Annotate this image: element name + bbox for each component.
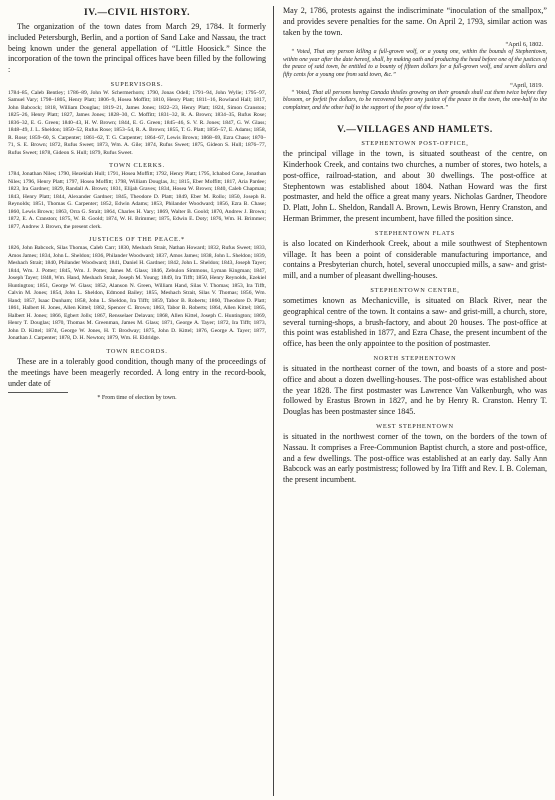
justices-heading: JUSTICES OF THE PEACE.* bbox=[89, 236, 185, 244]
town-records-text: These are in a tolerably good condition, though many of the proceedings of the meetings have been meagerly recorded. A long entry in the record-book, under date of bbox=[8, 356, 266, 388]
stephentown-flats-heading: STEPHENTOWN FLATS bbox=[374, 229, 456, 237]
stephentown-post-office-heading: STEPHENTOWN POST-OFFICE, bbox=[361, 140, 469, 148]
wolf-bounty-resolution: “ Voted, That any person killing a full-grown wolf, or a young one, within the bounds of Stephentown, within one year after the date hereof, shall, by making oath and producing the head before one of the justices of the peace of said town, be entitled to a bounty of fifteen dollars for a full-grown wolf, and seven dollars and fifty cents for a young one from said town, &c.” bbox=[283, 49, 547, 78]
town-clerks-heading: TOWN CLERKS. bbox=[109, 162, 165, 170]
footnote-divider bbox=[8, 392, 68, 393]
west-stephentown-text: is situated in the northwest corner of the town, on the borders of the town of Nassau. It comprises a Free-Communion Baptist church, a store and post-office, and a few dwellings. The post-office was established at an early day. Sally Ann Babcock was an early postmistress; followed by Ira Tifft and Rev. I. B. Coleman, the present incumbent. bbox=[283, 431, 547, 485]
right-column bbox=[283, 6, 547, 800]
supervisors-list: 1784–85, Caleb Bentley; 1786–89, John W. Schermerhorn; 1790, Jonas Odell; 1791–94, John Wylie; 1795–97, Samuel Vary; 1798–1805, Henry Platt; 1806–9, Hosea Moffitt; 1810, Henry Platt; 1811–16, Rowland Hall; 1817, John Babcock; 1818, William Douglas; 1819–21, James Jones; 1822–23, Henry Platt; 1824, Simon Cranston; 1825–26, Henry Platt; 1827, James Jones; 1828–30, C. Moffitt; 1831–32, R. A. Brown; 1834–35, Rufus Rose; 1836–32, E. G. Green; 1840–43, H. W. Brown; 1844, E. G. Green; 1845–46, S. V. R. Jones; 1847, G. W. Glass; 1848–49, J. L. Sheldon; 1850–52, Rufus Rose; 1853–54, R. A. Brown; 1855, T. G. Platt; 1856–57, E. Adams; 1858, R. Rose; 1859–60, S. Carpenter; 1861–62, T. G. Carpenter; 1864–67, Lewis Brown; 1868–69, Ezra Chase; 1870–71, S. E. Brown; 1872, Rufus Sweet; 1873, Wm. A. Gile; 1874, Rufus Sweet; 1875, Gideon S. Hull; 1876–77, Rufus Sweet; 1878, Gideon S. Hull; 1879, Rufus Sweet. bbox=[8, 89, 266, 156]
resolution-date-1802: “April 6, 1802. bbox=[505, 41, 543, 49]
north-stephentown-heading: NORTH STEPHENTOWN bbox=[373, 354, 457, 362]
stephentown-post-office-text: the principal village in the town, is situated southeast of the centre, on Kinderhook Creek, and contains two churches, a number of stores, two hotels, a post-office, railroad-station, and about 30 dwellings. The post-office at Stephentown was established about 1804. Nathan Howard was the first postmaster, and held the office a great many years. Nicholas Gardner, Theodore D. Platt, John L. Sheldon, Randall A. Brown, Lewis Brown, Henry Cranston, and Herman Brimmer, the present incumbent, have filled the position since. bbox=[283, 149, 547, 224]
stephentown-centre-text: sometimes known as Mechanicville, is situated on Black River, near the geographical centre of the town. It contains a saw- and grist-mill, a church, store, several turning-shops, a brush-factory, and about 20 houses. The post-office at this point was established in 1877, and Ezra Chase, the present incumbent of the office, has been the only appointee to the position of postmaster. bbox=[283, 296, 547, 349]
column-divider bbox=[273, 6, 274, 796]
supervisors-heading: SUPERVISORS. bbox=[110, 80, 164, 88]
thistle-resolution: “ Voted, That all persons having Canada thistles growing on their grounds shall cut them twice before they blossom, or forfeit five dollars, to be recovered before any justice of the peace in the town, the one-half to the complainer, and the other half to the support of the poor of the town.” bbox=[283, 90, 547, 111]
north-stephentown-text: is situated in the northeast corner of the town, and boasts of a store and post-office and about a dozen dwelling-houses. The post-office was established about the year 1828. The first postmaster was Lawrence Van Valkenburgh, who was followed by Erastus Brown in 1827, and he by Henry R. Cranston. Henry T. Douglas has been postmaster since 1845. bbox=[283, 363, 547, 417]
records-continued-text: May 2, 1786, protests against the indiscriminate “inoculation of the smallpox,” and provides severe penalties for the same. On April 2, 1793, similar action was taken by the town. bbox=[283, 6, 547, 37]
town-records-heading: TOWN RECORDS. bbox=[106, 347, 168, 355]
west-stephentown-heading: WEST STEPHENTOWN bbox=[376, 422, 454, 430]
justices-list: 1826, John Babcock, Silas Thomas, Caleb Carr; 1830, Meshach Strait, Nathan Howard; 1832, Rufus Sweet; 1833, Amos James; 1834, John L. Sheldon; 1836, Philander Woodward; 1837, Amos James; 1838, John L. Sheldon; 1839, Meshach Strait; 1840, Philander Woodward; 1841, Daniel H. Gardner; 1842, John L. Sheldon; 1843, Joseph Tayer; 1844, Wm. J. Potter; 1845, Wm. J. Potter, James M. Glass; 1846, Zebulon Simmons, Lyman Kingman; 1847, Joseph Tayer; 1848, Wm. Hand, Meshach Strait, Joseph M. Young; 1849, Ira Tifft; 1850, Henry Reynolds, Ezekiel Huntington; 1851, George W. Glass; 1852, Alanson N. Green, William Hand, Silas V. Thomas; 1853, Ira Tifft, Calvin M. Jones; 1854, John L. Sheldon, Edmond Bailey; 1855, Meshach Strait, Silas V. Thomas; 1856, Wm. Hand; 1857, Isaac Dunham; 1858, John L. Sheldon, Ira Tifft; 1859, Tabor B. Roberts; 1860, Theodore D. Platt; 1861, Halbert H. Jones, Allen Kittel; 1862, Spencer C. Brown; 1863, Tabor B. Roberts; 1864, Allen Kittel; 1865, Halbert H. Jones; 1866, Egbert Jolls; 1867, Rensselaer Delavan; 1868, Allen Kittel, Joseph C. Huntington; 1869, Henry T. Douglas; 1870, Thomas M. Greenman, James M. Glass; 1871, George A. Tayer; 1872, Ira Tifft; 1873, John D. Kittel; 1874, George W. Jones, H. T. Brodway; 1875, John D. Kittel; 1876, George A. Tayer; 1877, Jonathan J. Carpenter; 1878, D. H. Newton; 1879, Wm. H. Eldridge. bbox=[8, 245, 266, 342]
villages-heading: V.—VILLAGES AND HAMLETS. bbox=[337, 125, 493, 136]
town-clerks-list: 1784, Jonathan Niles; 1790, Hezekiah Hull; 1791, Hosea Moffitt; 1792, Henry Platt; 1795, Ichabod Cone, Jonathan Niles; 1796, Henry Platt; 1797, Hosea Moffitt; 1798, William Douglas, Jr.; 1815, Eber Moffitt; 1817, Aria Pardee; 1823, Ira Gardner; 1829, Randall A. Brown; 1831, Elijah Graves; 1834, Hosea W. Brown; 1840, Caleb Chapman; 1843, Henry Platt; 1844, Alexander Gardner; 1845, Theodore D. Platt; 1849, Eber M. Rollo; 1850, Joseph R. Reynolds; 1851, Thomas G. Carpenter; 1852, Edwin Adams; 1853, Philander Woodward; 1856, Ezra B. Chase; 1860, Lewis Brown; 1863, Orra G. Strait; 1864, Charles H. Vary; 1869, Walter B. Goold; 1870, Andrew J. Brown; 1872, E. A. Cranston; 1875, W. B. Goold; 1874, W. H. Brimmer; 1875, Edwin E. Doty; 1876, Wm. H. Brimmer; 1877, Andrew J. Brown, the present clerk. bbox=[8, 171, 266, 230]
civil-history-intro: The organization of the town dates from March 29, 1784. It formerly included Petersburgh, Berlin, and a portion of Sand Lake and Nassau, the tract being known under the general appellation of “Little Hoosick.” Since the incorporation of the town the principal offices have been filled by the following : bbox=[8, 22, 266, 75]
left-column bbox=[8, 6, 266, 800]
civil-history-heading: IV.—CIVIL HISTORY. bbox=[83, 8, 191, 18]
stephentown-flats-text: is also located on Kinderhook Creek, about a mile southwest of Stephentown village. It has been a point of considerable manufacturing importance, and contains a Presbyterian church, hotel, several unoccupied mills, a saw- and grist-mill, and a number of pleasant dwelling-houses. bbox=[283, 238, 547, 281]
footnote: * From time of election by town. bbox=[97, 395, 177, 402]
stephentown-centre-heading: STEPHENTOWN CENTRE, bbox=[370, 287, 460, 294]
resolution-date-1819: “April, 1819. bbox=[510, 82, 543, 90]
